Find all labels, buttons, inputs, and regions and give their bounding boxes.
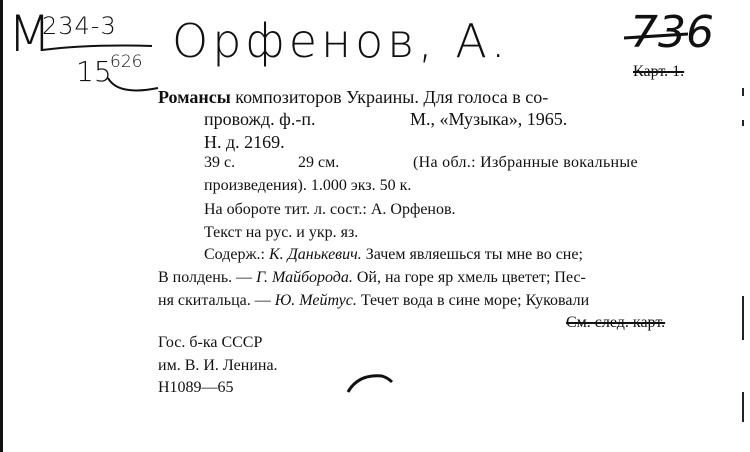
shelf-mark-prefix: M: [8, 5, 52, 63]
entry-cover-title-2: произведения). 1.000 экз. 50 к.: [204, 177, 412, 194]
entry-compiler: На обороте тит. л. сост.: А. Орфенов.: [204, 201, 456, 218]
shelf-mark-bottom: 15: [76, 55, 112, 88]
entry-size: 29 см.: [298, 154, 340, 171]
contents-item-2: Ой, на горе яр хмель цветет; Пес-: [352, 269, 586, 286]
entry-line-1: [158, 86, 548, 108]
shelf-mark-curve: [104, 72, 164, 102]
entry-cover-title-1: (На обл.: Избранные вокальные: [413, 154, 638, 171]
contents-item-3-start: ня скитальца. —: [158, 292, 275, 309]
library-line-3: Н1089—65: [158, 379, 234, 396]
entry-contents-line-2: [158, 268, 586, 288]
entry-line-2: провожд. ф.-п.: [204, 109, 316, 129]
entry-language: Текст на рус. и укр. яз.: [204, 224, 359, 241]
handwritten-card-number: 736: [630, 7, 714, 58]
handwritten-author: Орфенов, А.: [172, 14, 510, 68]
contents-label: Содерж.:: [204, 246, 269, 263]
entry-line-1-rest: композиторов Украины. Для голоса в со-: [230, 87, 549, 107]
contents-item-1: Зачем являешься ты мне во сне;: [361, 246, 583, 263]
shelf-mark-top: 234-3: [42, 12, 117, 40]
scan-edge-artifact-4: [742, 392, 744, 422]
library-line-1: Гос. б-ка СССР: [158, 334, 263, 351]
entry-pages: 39 с.: [204, 154, 236, 171]
scan-edge-artifact-2: [742, 120, 744, 126]
entry-line-3: Н. д. 2169.: [204, 132, 285, 152]
entry-contents-line-1: [204, 245, 583, 265]
library-line-2: им. В. И. Ленина.: [158, 357, 278, 374]
entry-line-2-place: М., «Музыка», 1965.: [410, 109, 568, 129]
scan-edge-artifact-3: [742, 296, 744, 340]
scan-edge-artifact-1: [742, 88, 744, 96]
contents-item-3: Течет вода в сине море; Куковали: [356, 292, 590, 309]
entry-title: Романсы: [158, 87, 231, 107]
contents-item-2-start: В полдень. —: [158, 269, 257, 286]
card-label: Карт. 1.: [633, 63, 685, 80]
card-number-strike: [622, 26, 692, 46]
contents-author-3: Ю. Мейтус.: [274, 292, 357, 309]
entry-contents-line-3: [158, 291, 589, 311]
contents-author-2: Г. Майборода.: [256, 269, 353, 286]
shelf-mark-sup: 626: [110, 52, 143, 72]
contents-author-1: К. Данькевич.: [268, 246, 362, 263]
see-next-card: См. след. карт.: [566, 314, 666, 331]
card-left-edge: [0, 0, 3, 452]
pencil-mark: [344, 370, 396, 396]
